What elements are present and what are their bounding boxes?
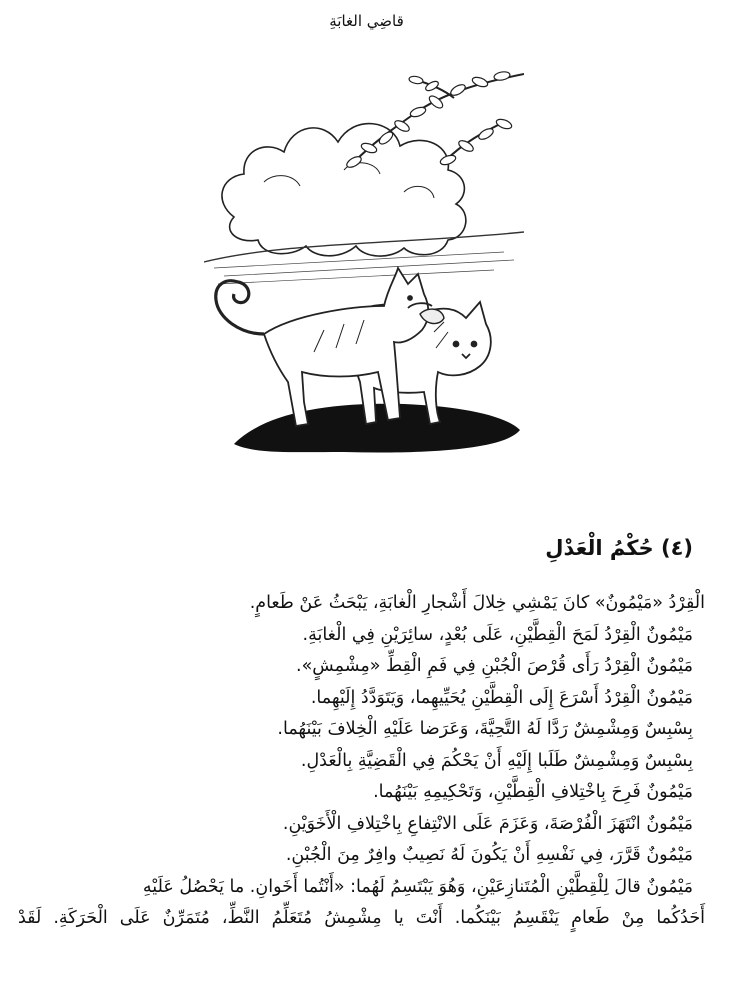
story-line: مَيْمُونٌ فَرِحَ بِاخْتِلافِ الْقِطَّيْنِ، وَتَحْكِيمِهِ بَيْنَهُما. [373, 782, 693, 802]
cat-shadow [234, 404, 520, 453]
illustration-two-cats [204, 62, 524, 460]
story-line: مَيْمُونٌ الْقِرْدُ أَسْرَعَ إِلَى الْقِطَّيْنِ يُحَيِّيهِما، وَيَتَوَدَّدُ إِلَيْهِما. [310, 687, 693, 708]
story-line: بِسْبِسٌ وَمِشْمِشٌ رَدَّا لَهُ التَّحِيَّةَ، وَعَرَضا عَلَيْهِ الْخِلافَ بَيْنَهُما. [277, 719, 693, 739]
story-body [18, 588, 705, 935]
story-line: مَيْمُونٌ قالَ لِلْقِطَّيْنِ الْمُتَنازِعَيْنِ، وَهُوَ يَبْتَسِمُ لَهُما: «أَنْتُما أَخَوانِ. ما يَحْصُلُ عَلَيْهِ [142, 876, 693, 897]
story-line: مَيْمُونٌ قَرَّرَ، فِي نَفْسِهِ أَنْ يَكُونَ لَهُ نَصِيبٌ وافِرٌ مِنَ الْجُبْنِ. [285, 845, 693, 865]
story-line: مَيْمُونٌ الْقِرْدُ لَمَحَ الْقِطَّيْنِ، عَلَى بُعْدٍ، سائِرَيْنِ فِي الْغابَةِ. [302, 624, 693, 645]
chapter-heading: (٤) حُكْمُ الْعَدْلِ [545, 536, 693, 560]
running-header: قاضِي الغابَةِ [329, 12, 404, 30]
story-line: بِسْبِسٌ وَمِشْمِشٌ طَلَبا إِلَيْهِ أَنْ يَحْكُمَ فِي الْقَضِيَّةِ بِالْعَدْلِ. [300, 750, 693, 771]
story-line: مَيْمُونٌ الْقِرْدُ رَأَى قُرْصَ الْجُبْنِ فِي فَمِ الْقِطِّ «مِشْمِشٍ». [296, 656, 693, 676]
cloud-bush [222, 124, 466, 256]
story-line: مَيْمُونٌ انْتَهَزَ الْفُرْصَةَ، وَعَزَمَ عَلَى الانْتِفاعِ بِاخْتِلافِ الْأَخَوَيْنِ. [282, 813, 693, 834]
story-line: الْقِرْدُ «مَيْمُونٌ» كانَ يَمْشِي خِلالَ أَشْجارِ الْغابَةِ، يَبْحَثُ عَنْ طَعامٍ. [249, 593, 705, 613]
story-line: أَحَدُكُما مِنْ طَعامٍ يَنْقَسِمُ بَيْنَكُما. أَنْتَ يا مِشْمِشُ مُتَعَلِّمُ النَّطِّ، مُتَمَرِّنٌ عَلَى الْحَرَكَةِ. لَقَدْ [18, 908, 705, 928]
